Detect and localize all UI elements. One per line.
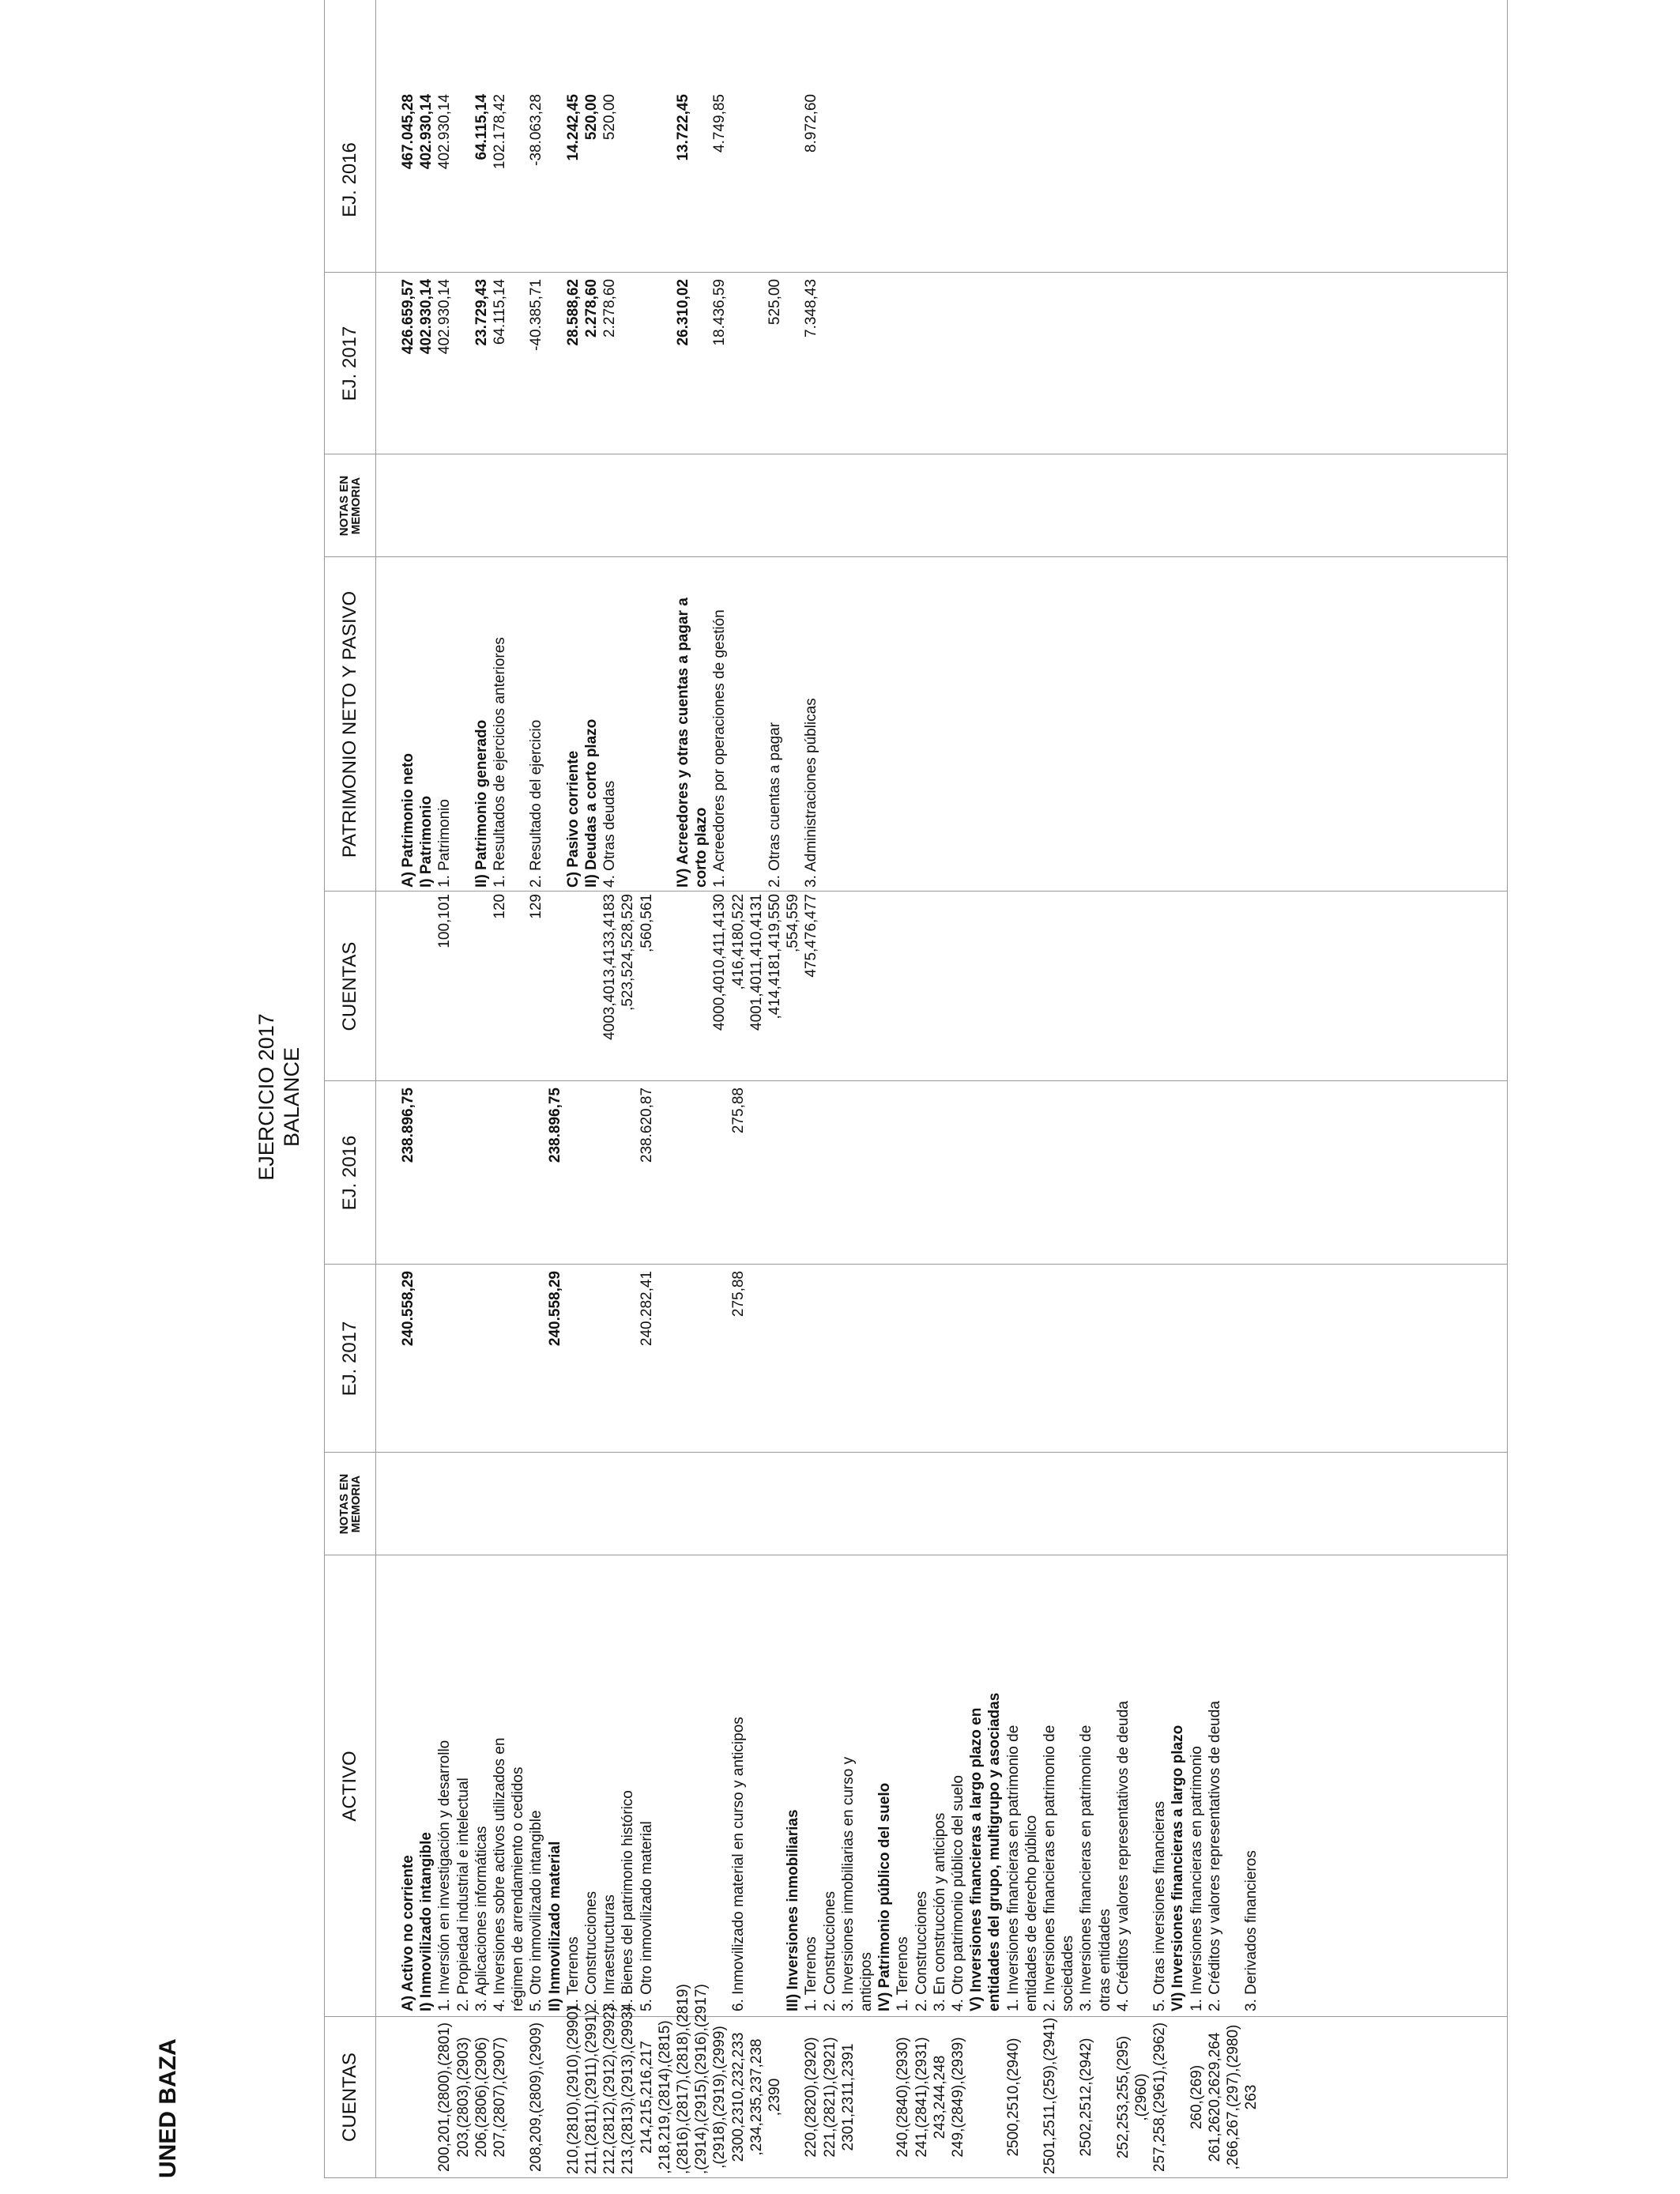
col-divider [325, 1264, 1507, 1265]
pasivo-row-concepto-cell: 1. Acreedores por operaciones de gestión [711, 609, 729, 888]
activo-row-cuentas-cell: ,2390 [767, 2078, 783, 2117]
pasivo-row-cuentas-cell: 4003,4013,4133,4183 [601, 894, 619, 1040]
col-divider [325, 2016, 1507, 2017]
pasivo-row-ej2016-cell: 467.045,28 [400, 94, 416, 170]
activo-row-concepto-cell: 5. Otro inmovilizado intangible [528, 1810, 545, 2011]
pasivo-row-cuentas-cell: ,554,559 [785, 894, 802, 952]
pasivo-row-concepto-cell: 1. Patrimonio [436, 799, 454, 888]
activo-row-cuentas-cell: 221,(2821),(2921) [821, 2037, 838, 2158]
report-title: EJERCICIO 2017 [254, 1013, 278, 1181]
activo-row-concepto-cell: 2. Construcciones [583, 1891, 600, 2011]
balance-table [324, 0, 1508, 2178]
pasivo-row-ej2016-cell: 402.930,14 [418, 94, 435, 170]
activo-row-concepto-cell: 2. Créditos y valores representativos de deuda [1206, 1701, 1223, 2011]
activo-row-cuentas-cell: ,(2914),(2915),(2916),(2917) [693, 1984, 710, 2174]
pasivo-row-cuentas-cell: ,523,524,528,529 [620, 894, 637, 1011]
header-notas-line1: NOTAS EN [337, 1473, 351, 1535]
activo-row-concepto-cell: 3. Inversiones inmobiliarias en curso y [839, 1756, 857, 2011]
pasivo-row-concepto-cell: IV) Acreedores y otras cuentas a pagar a [675, 598, 691, 888]
col-divider [325, 1452, 1507, 1453]
pasivo-row-concepto-cell: II) Deudas a corto plazo [583, 718, 600, 888]
activo-row-cuentas-cell: ,(2816),(2817),(2818),(2819) [675, 1984, 691, 2174]
pasivo-row-concepto-cell: II) Patrimonio generado [473, 719, 490, 888]
activo-row-concepto-cell: 4. Inversiones sobre activos utilizados en [492, 1737, 508, 2011]
header-ej2017-pasivo: EJ. 2017 [339, 326, 360, 401]
pasivo-row-concepto-cell: 2. Resultado del ejercicio [528, 719, 545, 888]
pasivo-row-concepto-cell: 3. Administraciones públicas [803, 698, 820, 888]
activo-row-concepto-cell: 3. Derivados financieros [1243, 1850, 1260, 2011]
activo-row-cuentas-cell: 208,209,(2809),(2909) [528, 2022, 545, 2173]
col-divider [325, 1080, 1507, 1081]
activo-row-cuentas-cell: 261,2620,2629,264 [1206, 2032, 1223, 2162]
activo-row-cuentas-cell: 211,(2811),(2911),(2991) [583, 2009, 600, 2174]
activo-row-concepto-cell: 3. En construcción y anticipos [931, 1812, 948, 2011]
activo-row-concepto-cell: IV) Patrimonio público del suelo [876, 1782, 894, 2011]
activo-row-ej2017-cell: 240.282,41 [638, 1271, 655, 1347]
pasivo-row-ej2016-cell: 14.242,45 [564, 94, 582, 161]
header-notas-pasivo [325, 454, 375, 557]
activo-row-ej2016-cell: 238.896,75 [400, 1088, 416, 1163]
pasivo-row-ej2016-cell: 13.722,45 [675, 94, 691, 161]
pasivo-row-ej2016-cell: 8.972,60 [803, 94, 820, 153]
pasivo-row-ej2017-cell: 28.588,62 [564, 279, 582, 346]
activo-row-cuentas-cell: 249,(2849),(2939) [950, 2037, 966, 2158]
activo-row-ej2017-cell: 240.558,29 [400, 1271, 416, 1347]
activo-row-concepto-cell: entidades del grupo, multigrupo y asociadas [986, 1692, 1004, 2011]
pasivo-row-ej2017-cell: 402.930,14 [418, 279, 435, 355]
activo-row-concepto-cell: 5. Otras inversiones financieras [1151, 1800, 1169, 2011]
pasivo-row-ej2017-cell: 26.310,02 [675, 279, 691, 346]
activo-row-concepto-cell: 5. Otro inmovilizado material [638, 1821, 655, 2011]
activo-row-cuentas-cell: 241,(2841),(2931) [913, 2037, 930, 2158]
header-ej2017-activo: EJ. 2017 [339, 1321, 360, 1397]
header-ej2016-pasivo: EJ. 2016 [339, 142, 360, 217]
activo-row-cuentas-cell: ,218,219,(2814),(2815) [656, 2020, 673, 2174]
activo-row-concepto-cell: 3. Inraestructuras [601, 1894, 619, 2011]
pasivo-row-cuentas-cell: 4000,4010,411,4130 [711, 894, 729, 1031]
entity-name: UNED BAZA [155, 2038, 181, 2178]
activo-row-cuentas-cell: 240,(2840),(2930) [895, 2037, 912, 2158]
header-pasivo: PATRIMONIO NETO Y PASIVO [339, 590, 360, 858]
activo-row-concepto-cell: VI) Inversiones financieras a largo plazo [1170, 1725, 1187, 2011]
activo-row-cuentas-cell: 2502,2512,(2942) [1078, 2038, 1095, 2157]
pasivo-row-concepto-cell: 1. Resultados de ejercicios anteriores [492, 637, 508, 888]
activo-row-concepto-cell: 2. Propiedad industrial e intelectual [454, 1777, 472, 2011]
activo-row-concepto-cell: entidades de derecho público [1023, 1815, 1040, 2011]
activo-row-concepto-cell: 3. Aplicaciones informáticas [473, 1826, 490, 2011]
activo-row-concepto-cell: 4. Otro patrimonio público del suelo [950, 1775, 966, 2011]
pasivo-row-ej2017-cell: 7.348,43 [803, 279, 820, 337]
activo-row-concepto-cell: 1. Inversiones financieras en patrimonio de [1004, 1725, 1022, 2011]
activo-row-cuentas-cell: 243,244,248 [931, 2055, 948, 2139]
header-notas-activo [325, 1453, 375, 1555]
pasivo-row-cuentas-cell: 120 [492, 894, 508, 919]
activo-row-cuentas-cell: 207,(2807),(2907) [492, 2037, 508, 2158]
pasivo-row-cuentas-cell: 100,101 [436, 894, 454, 948]
activo-row-cuentas-cell: 213,(2813),(2913),(2993) [620, 2006, 637, 2174]
activo-row-cuentas-cell: 2500,2510,(2940) [1004, 2038, 1022, 2157]
pasivo-row-ej2016-cell: 4.749,85 [711, 94, 729, 153]
activo-row-concepto-cell: 2. Construcciones [913, 1891, 930, 2011]
activo-row-concepto-cell: A) Activo no corriente [400, 1855, 416, 2011]
activo-row-ej2017-cell: 240.558,29 [546, 1271, 563, 1347]
activo-row-cuentas-cell: 2300,2310,232,233 [729, 2032, 747, 2162]
pasivo-row-ej2017-cell: 402.930,14 [436, 279, 454, 355]
activo-row-concepto-cell: 4. Créditos y valores representativos de deuda [1114, 1701, 1132, 2011]
pasivo-row-concepto-cell: I) Patrimonio [418, 795, 435, 888]
activo-row-concepto-cell: otras entidades [1096, 1909, 1113, 2011]
activo-row-concepto-cell: 1. Inversiones financieras en patrimonio [1188, 1746, 1205, 2011]
header-divider [375, 0, 376, 2177]
activo-row-ej2016-cell: 275,88 [729, 1088, 747, 1134]
activo-row-cuentas-cell: ,(2918),(2919),(2999) [711, 2026, 729, 2169]
pasivo-row-ej2017-cell: 2.278,60 [583, 279, 600, 337]
activo-row-cuentas-cell: 200,201,(2800),(2801) [436, 2022, 454, 2173]
activo-row-cuentas-cell: 214,215,216,217 [638, 2041, 655, 2154]
activo-row-concepto-cell: II) Inmovilizado material [546, 1841, 563, 2011]
activo-row-concepto-cell: anticipos [858, 1952, 875, 2011]
activo-row-concepto-cell: 3. Inversiones financieras en patrimonio de [1078, 1725, 1095, 2011]
col-divider [325, 556, 1507, 557]
pasivo-row-ej2017-cell: 525,00 [767, 279, 783, 326]
activo-row-concepto-cell: 4. Bienes del patrimonio histórico [620, 1790, 637, 2011]
activo-row-cuentas-cell: 206,(2806),(2906) [473, 2037, 490, 2158]
activo-row-concepto-cell: 1. Terrenos [564, 1936, 582, 2011]
pasivo-row-cuentas-cell: ,414,4181,419,550 [767, 894, 783, 1020]
pasivo-row-concepto-cell: 4. Otras deudas [601, 780, 619, 888]
activo-row-cuentas-cell: 263 [1243, 2084, 1260, 2110]
pasivo-row-ej2016-cell: 64.115,14 [473, 94, 490, 160]
pasivo-row-ej2017-cell: -40.385,71 [528, 279, 545, 351]
pasivo-row-ej2016-cell: 520,00 [583, 94, 600, 141]
activo-row-concepto-cell: régimen de arrendamiento o cedidos [510, 1766, 527, 2011]
pasivo-row-ej2016-cell: 102.178,42 [492, 94, 508, 170]
activo-row-cuentas-cell: 260,(269) [1188, 2064, 1205, 2130]
activo-row-cuentas-cell: 210,(2810),(2910),(2990) [564, 2006, 582, 2174]
activo-row-cuentas-cell: ,(2960) [1133, 2073, 1150, 2121]
activo-row-concepto-cell: sociedades [1060, 1935, 1077, 2011]
activo-row-concepto-cell: I) Inmovilizado intangible [418, 1832, 435, 2011]
pasivo-row-ej2017-cell: 23.729,43 [473, 279, 490, 346]
pasivo-row-ej2017-cell: 2.278,60 [601, 279, 619, 337]
activo-row-cuentas-cell: 252,253,255,(295) [1114, 2035, 1132, 2159]
header-notas-line2: MEMORIA [349, 477, 363, 535]
activo-row-concepto-cell: V) Inversiones financieras a largo plazo en [968, 1707, 985, 2011]
activo-row-cuentas-cell: 2301,2311,2391 [839, 2043, 857, 2151]
pasivo-row-concepto-cell: 2. Otras cuentas a pagar [767, 722, 783, 888]
activo-row-cuentas-cell: 2501,2511,(259),(2941) [1042, 2017, 1058, 2174]
activo-row-cuentas-cell: ,234,235,237,238 [748, 2038, 765, 2156]
activo-row-concepto-cell: III) Inversiones inmobiliarias [785, 1809, 802, 2011]
pasivo-row-ej2017-cell: 18.436,59 [711, 279, 729, 346]
header-notas-line2: MEMORIA [349, 1475, 363, 1533]
header-cuentas-pasivo: CUENTAS [339, 941, 360, 1031]
header-cuentas-activo: CUENTAS [339, 2053, 360, 2142]
activo-row-ej2016-cell: 238.620,87 [638, 1088, 655, 1163]
pasivo-row-ej2016-cell: 520,00 [601, 94, 619, 141]
activo-row-ej2016-cell: 238.896,75 [546, 1088, 563, 1163]
pasivo-row-concepto-cell: C) Pasivo corriente [564, 750, 582, 888]
activo-row-concepto-cell: 2. Inversiones financieras en patrimonio de [1042, 1725, 1058, 2011]
activo-row-cuentas-cell: ,266,267,(297),(2980) [1225, 2024, 1241, 2170]
pasivo-row-cuentas-cell: ,560,561 [638, 894, 655, 952]
activo-row-ej2017-cell: 275,88 [729, 1271, 747, 1318]
activo-row-concepto-cell: 6. Inmovilizado material en curso y anticipos [729, 1717, 747, 2011]
header-activo: ACTIVO [339, 1751, 360, 1822]
activo-row-cuentas-cell: 203,(2803),(2903) [454, 2037, 472, 2158]
pasivo-row-ej2016-cell: 402.930,14 [436, 94, 454, 170]
pasivo-row-cuentas-cell: 129 [528, 894, 545, 919]
pasivo-row-concepto-cell: corto plazo [693, 807, 710, 888]
report-subtitle: BALANCE [280, 1046, 303, 1148]
pasivo-row-ej2016-cell: -38.063,28 [528, 94, 545, 166]
activo-row-concepto-cell: 1. Terrenos [803, 1936, 820, 2011]
pasivo-row-ej2017-cell: 64.115,14 [492, 279, 508, 345]
activo-row-cuentas-cell: 212,(2812),(2912),(2992) [601, 2006, 619, 2174]
pasivo-row-cuentas-cell: 475,476,477 [803, 894, 820, 978]
pasivo-row-cuentas-cell: ,416,4180,522 [729, 894, 747, 990]
col-divider [325, 891, 1507, 892]
activo-row-cuentas-cell: 257,258,(2961),(2962) [1151, 2022, 1169, 2173]
pasivo-row-ej2017-cell: 426.659,57 [400, 279, 416, 355]
header-notas-line1: NOTAS EN [337, 475, 351, 537]
activo-row-concepto-cell: 1. Inversión en investigación y desarrollo [436, 1740, 454, 2011]
activo-row-cuentas-cell: 220,(2820),(2920) [803, 2037, 820, 2158]
pasivo-row-cuentas-cell: 4001,4011,410,4131 [748, 894, 765, 1031]
activo-row-concepto-cell: 2. Construcciones [821, 1891, 838, 2011]
activo-row-concepto-cell: 1. Terrenos [895, 1936, 912, 2011]
pasivo-row-concepto-cell: A) Patrimonio neto [400, 753, 416, 888]
header-ej2016-activo: EJ. 2016 [339, 1135, 360, 1211]
